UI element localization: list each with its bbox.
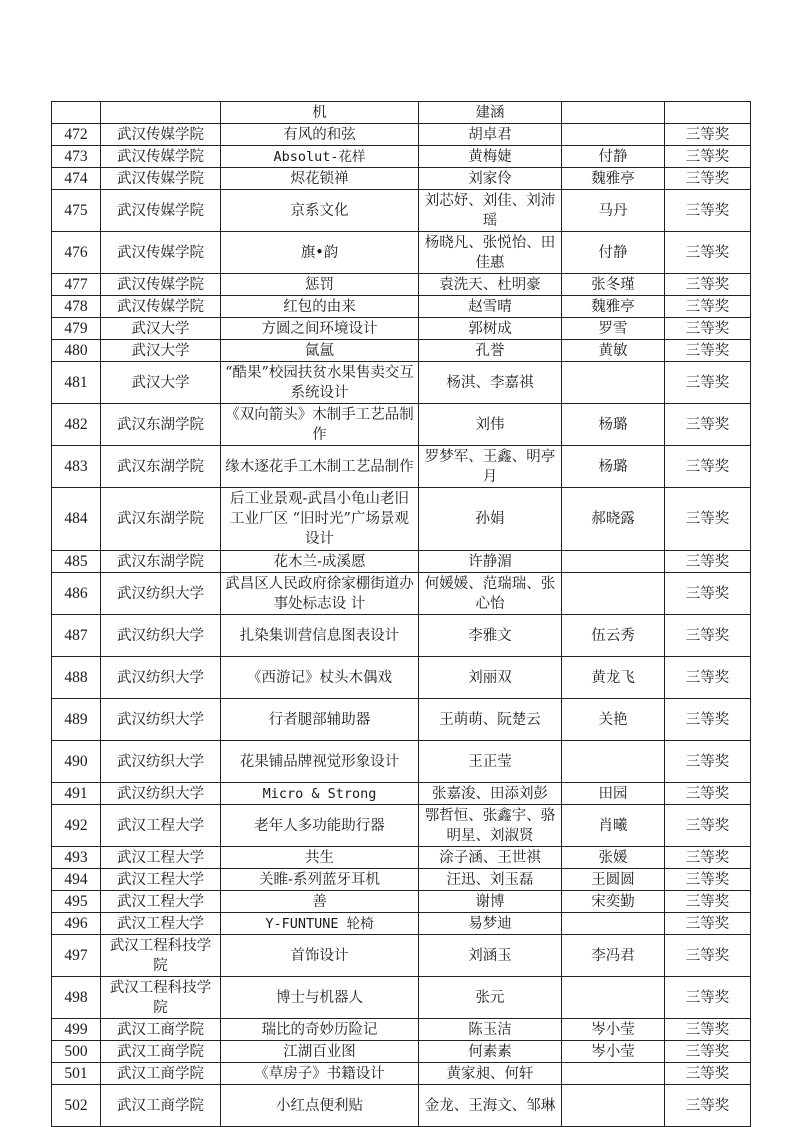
cell-title: 方圆之间环境设计 [221, 318, 419, 340]
cell-award: 三等奖 [665, 551, 751, 573]
cell-advisor: 岑小莹 [562, 1041, 665, 1063]
table-row [52, 488, 751, 551]
cell-no: 477 [52, 274, 101, 296]
cell-school: 武汉纺织大学 [101, 657, 221, 699]
table-row [52, 573, 751, 615]
cell-advisor [562, 551, 665, 573]
cell-title: 善 [221, 891, 419, 913]
table-row [52, 146, 751, 168]
cell-school: 武汉工程大学 [101, 805, 221, 847]
cell-authors: 杨淇、李嘉祺 [419, 362, 562, 404]
table-row [52, 615, 751, 657]
cell-school: 武汉传媒学院 [101, 274, 221, 296]
cell-award: 三等奖 [665, 1041, 751, 1063]
cell-title: 红包的由来 [221, 296, 419, 318]
cell-school: 武汉传媒学院 [101, 146, 221, 168]
cell-advisor: 黄敏 [562, 340, 665, 362]
cell-title: 后工业景观-武昌小龟山老旧工业厂区 “旧时光”广场景观 设计 [221, 488, 419, 551]
cell-no: 492 [52, 805, 101, 847]
awards-table-body [52, 102, 751, 1127]
cell-authors: 陈玉洁 [419, 1019, 562, 1041]
cell-advisor: 罗雪 [562, 318, 665, 340]
cell-authors: 胡卓君 [419, 124, 562, 146]
cell-title: 花木兰-成溪愿 [221, 551, 419, 573]
cell-award: 三等奖 [665, 168, 751, 190]
cell-advisor: 张冬瑾 [562, 274, 665, 296]
table-row [52, 1063, 751, 1085]
cell-no: 474 [52, 168, 101, 190]
cell-award: 三等奖 [665, 573, 751, 615]
table-row [52, 296, 751, 318]
table-row [52, 124, 751, 146]
cell-advisor [562, 1085, 665, 1127]
cell-award: 三等奖 [665, 847, 751, 869]
cell-school: 武汉传媒学院 [101, 168, 221, 190]
table-row [52, 318, 751, 340]
table-row [52, 935, 751, 977]
cell-no: 494 [52, 869, 101, 891]
cell-title: 老年人多功能助行器 [221, 805, 419, 847]
cell-award: 三等奖 [665, 232, 751, 274]
table-row [52, 340, 751, 362]
cell-award: 三等奖 [665, 1063, 751, 1085]
cell-award: 三等奖 [665, 741, 751, 783]
cell-title: 有风的和弦 [221, 124, 419, 146]
cell-title: 关睢-系列蓝牙耳机 [221, 869, 419, 891]
cell-authors: 鄂哲恒、张鑫宇、骆明星、刘淑贤 [419, 805, 562, 847]
cell-school: 武汉工商学院 [101, 1063, 221, 1085]
cell-title: 共生 [221, 847, 419, 869]
cell-no: 478 [52, 296, 101, 318]
cell-no: 487 [52, 615, 101, 657]
cell-title: 《西游记》杖头木偶戏 [221, 657, 419, 699]
cell-school: 武汉东湖学院 [101, 551, 221, 573]
cell-no: 500 [52, 1041, 101, 1063]
cell-award: 三等奖 [665, 615, 751, 657]
cell-award: 三等奖 [665, 869, 751, 891]
cell-title: 烬花锁禅 [221, 168, 419, 190]
table-row [52, 699, 751, 741]
cell-advisor: 魏雅亭 [562, 168, 665, 190]
cell-school: 武汉东湖学院 [101, 488, 221, 551]
cell-school: 武汉工程大学 [101, 869, 221, 891]
cell-authors: 刘家伶 [419, 168, 562, 190]
cell-advisor: 杨璐 [562, 404, 665, 446]
cell-authors: 易梦迪 [419, 913, 562, 935]
cell-school: 武汉工程大学 [101, 847, 221, 869]
cell-award [665, 102, 751, 124]
table-row [52, 274, 751, 296]
cell-award: 三等奖 [665, 146, 751, 168]
cell-award: 三等奖 [665, 446, 751, 488]
cell-school: 武汉纺织大学 [101, 783, 221, 805]
cell-title: 瑞比的奇妙历险记 [221, 1019, 419, 1041]
cell-advisor: 郝晓露 [562, 488, 665, 551]
cell-advisor: 肖曦 [562, 805, 665, 847]
cell-authors: 金龙、王海文、邹琳 [419, 1085, 562, 1127]
cell-school: 武汉大学 [101, 362, 221, 404]
cell-no: 497 [52, 935, 101, 977]
cell-no: 488 [52, 657, 101, 699]
cell-award: 三等奖 [665, 891, 751, 913]
cell-award: 三等奖 [665, 124, 751, 146]
table-row [52, 1041, 751, 1063]
cell-school: 武汉纺织大学 [101, 573, 221, 615]
cell-authors: 建涵 [419, 102, 562, 124]
cell-award: 三等奖 [665, 783, 751, 805]
cell-no: 481 [52, 362, 101, 404]
cell-advisor [562, 124, 665, 146]
cell-school: 武汉传媒学院 [101, 190, 221, 232]
cell-award: 三等奖 [665, 488, 751, 551]
cell-advisor: 岑小莹 [562, 1019, 665, 1041]
cell-no: 486 [52, 573, 101, 615]
cell-school: 武汉大学 [101, 318, 221, 340]
table-row [52, 869, 751, 891]
cell-advisor: 王圆圆 [562, 869, 665, 891]
table-row [52, 913, 751, 935]
cell-no: 496 [52, 913, 101, 935]
cell-title: 《双向箭头》木制手工艺品制作 [221, 404, 419, 446]
cell-award: 三等奖 [665, 318, 751, 340]
cell-no: 482 [52, 404, 101, 446]
cell-school: 武汉工程科技学院 [101, 977, 221, 1019]
cell-authors: 孙娟 [419, 488, 562, 551]
cell-no: 495 [52, 891, 101, 913]
cell-school: 武汉工商学院 [101, 1041, 221, 1063]
cell-award: 三等奖 [665, 699, 751, 741]
table-row [52, 362, 751, 404]
cell-advisor: 伍云秀 [562, 615, 665, 657]
cell-school: 武汉东湖学院 [101, 446, 221, 488]
cell-no: 493 [52, 847, 101, 869]
cell-award: 三等奖 [665, 190, 751, 232]
cell-no [52, 102, 101, 124]
cell-advisor: 付静 [562, 146, 665, 168]
cell-advisor: 黄龙飞 [562, 657, 665, 699]
cell-advisor: 关艳 [562, 699, 665, 741]
cell-authors: 许静湄 [419, 551, 562, 573]
cell-authors: 孔誉 [419, 340, 562, 362]
cell-no: 475 [52, 190, 101, 232]
table-row [52, 783, 751, 805]
cell-title: 小红点便利贴 [221, 1085, 419, 1127]
table-row [52, 168, 751, 190]
cell-no: 485 [52, 551, 101, 573]
cell-authors: 刘丽双 [419, 657, 562, 699]
cell-authors: 黄家昶、何轩 [419, 1063, 562, 1085]
cell-authors: 刘伟 [419, 404, 562, 446]
cell-award: 三等奖 [665, 296, 751, 318]
cell-authors: 李雅文 [419, 615, 562, 657]
cell-authors: 汪迅、刘玉磊 [419, 869, 562, 891]
cell-authors: 赵雪晴 [419, 296, 562, 318]
cell-school: 武汉纺织大学 [101, 741, 221, 783]
cell-award: 三等奖 [665, 913, 751, 935]
cell-title: 惩罚 [221, 274, 419, 296]
cell-authors: 刘涵玉 [419, 935, 562, 977]
cell-no: 483 [52, 446, 101, 488]
cell-title: “酷果”校园扶贫水果售卖交互系统设计 [221, 362, 419, 404]
cell-title: 缘木逐花手工木制工艺品制作 [221, 446, 419, 488]
cell-authors: 袁洗天、杜明豪 [419, 274, 562, 296]
cell-no: 484 [52, 488, 101, 551]
cell-authors: 刘芯妤、刘佳、刘沛瑶 [419, 190, 562, 232]
cell-authors: 杨晓凡、张悦怡、田佳惠 [419, 232, 562, 274]
cell-advisor: 宋奕勤 [562, 891, 665, 913]
cell-award: 三等奖 [665, 340, 751, 362]
cell-school: 武汉传媒学院 [101, 124, 221, 146]
cell-no: 502 [52, 1085, 101, 1127]
cell-title: 机 [221, 102, 419, 124]
cell-authors: 郭树成 [419, 318, 562, 340]
cell-title: 京系文化 [221, 190, 419, 232]
cell-award: 三等奖 [665, 404, 751, 446]
cell-authors: 王萌萌、阮楚云 [419, 699, 562, 741]
cell-no: 473 [52, 146, 101, 168]
cell-no: 499 [52, 1019, 101, 1041]
cell-advisor [562, 977, 665, 1019]
cell-advisor: 魏雅亭 [562, 296, 665, 318]
cell-school: 武汉工商学院 [101, 1019, 221, 1041]
cell-advisor [562, 362, 665, 404]
cell-title: 扎染集训营信息图表设计 [221, 615, 419, 657]
cell-advisor: 马丹 [562, 190, 665, 232]
cell-school: 武汉大学 [101, 340, 221, 362]
cell-school: 武汉工程大学 [101, 891, 221, 913]
cell-school: 武汉纺织大学 [101, 615, 221, 657]
cell-school: 武汉传媒学院 [101, 232, 221, 274]
cell-advisor [562, 573, 665, 615]
cell-advisor [562, 913, 665, 935]
cell-school: 武汉传媒学院 [101, 296, 221, 318]
table-row [52, 1019, 751, 1041]
cell-advisor: 李冯君 [562, 935, 665, 977]
cell-advisor: 杨璐 [562, 446, 665, 488]
cell-title: 花果铺品牌视觉形象设计 [221, 741, 419, 783]
awards-table [51, 101, 751, 1127]
cell-no: 480 [52, 340, 101, 362]
cell-title: 《草房子》书籍设计 [221, 1063, 419, 1085]
cell-award: 三等奖 [665, 274, 751, 296]
table-row [52, 741, 751, 783]
table-row [52, 657, 751, 699]
table-row [52, 551, 751, 573]
cell-no: 479 [52, 318, 101, 340]
cell-award: 三等奖 [665, 657, 751, 699]
cell-authors: 王正莹 [419, 741, 562, 783]
table-row [52, 232, 751, 274]
table-row [52, 805, 751, 847]
table-row [52, 404, 751, 446]
cell-authors: 涂子涵、王世祺 [419, 847, 562, 869]
cell-title: 首饰设计 [221, 935, 419, 977]
cell-school: 武汉工商学院 [101, 1085, 221, 1127]
cell-school: 武汉工程大学 [101, 913, 221, 935]
cell-title: 氤氲 [221, 340, 419, 362]
cell-no: 476 [52, 232, 101, 274]
cell-authors: 张嘉浚、田添刘彭 [419, 783, 562, 805]
cell-school: 武汉东湖学院 [101, 404, 221, 446]
cell-award: 三等奖 [665, 977, 751, 1019]
table-row [52, 1085, 751, 1127]
table-row [52, 446, 751, 488]
cell-award: 三等奖 [665, 362, 751, 404]
cell-advisor: 张媛 [562, 847, 665, 869]
header-continuation-row [52, 102, 751, 124]
cell-authors: 罗梦军、王鑫、明亭月 [419, 446, 562, 488]
cell-no: 491 [52, 783, 101, 805]
cell-no: 489 [52, 699, 101, 741]
table-row [52, 891, 751, 913]
cell-no: 498 [52, 977, 101, 1019]
cell-title: Micro & Strong [221, 783, 419, 805]
table-row [52, 190, 751, 232]
cell-title: Y-FUNTUNE 轮椅 [221, 913, 419, 935]
cell-award: 三等奖 [665, 935, 751, 977]
cell-authors: 谢博 [419, 891, 562, 913]
cell-advisor: 付静 [562, 232, 665, 274]
cell-advisor [562, 1063, 665, 1085]
cell-no: 472 [52, 124, 101, 146]
cell-title: 武昌区人民政府徐家棚街道办事处标志设 计 [221, 573, 419, 615]
cell-school: 武汉工程科技学院 [101, 935, 221, 977]
cell-award: 三等奖 [665, 1019, 751, 1041]
cell-advisor: 田园 [562, 783, 665, 805]
cell-authors: 何媛媛、范瑞瑞、张心怡 [419, 573, 562, 615]
cell-school: 武汉纺织大学 [101, 699, 221, 741]
cell-title: 旗•韵 [221, 232, 419, 274]
cell-title: 博士与机器人 [221, 977, 419, 1019]
table-row [52, 847, 751, 869]
cell-title: 行者腿部辅助器 [221, 699, 419, 741]
table-row [52, 977, 751, 1019]
cell-title: Absolut-花样 [221, 146, 419, 168]
cell-no: 490 [52, 741, 101, 783]
cell-no: 501 [52, 1063, 101, 1085]
cell-authors: 何素素 [419, 1041, 562, 1063]
cell-school [101, 102, 221, 124]
cell-advisor [562, 102, 665, 124]
cell-advisor [562, 741, 665, 783]
cell-authors: 黄梅婕 [419, 146, 562, 168]
cell-title: 江湖百业图 [221, 1041, 419, 1063]
cell-authors: 张元 [419, 977, 562, 1019]
cell-award: 三等奖 [665, 805, 751, 847]
cell-award: 三等奖 [665, 1085, 751, 1127]
